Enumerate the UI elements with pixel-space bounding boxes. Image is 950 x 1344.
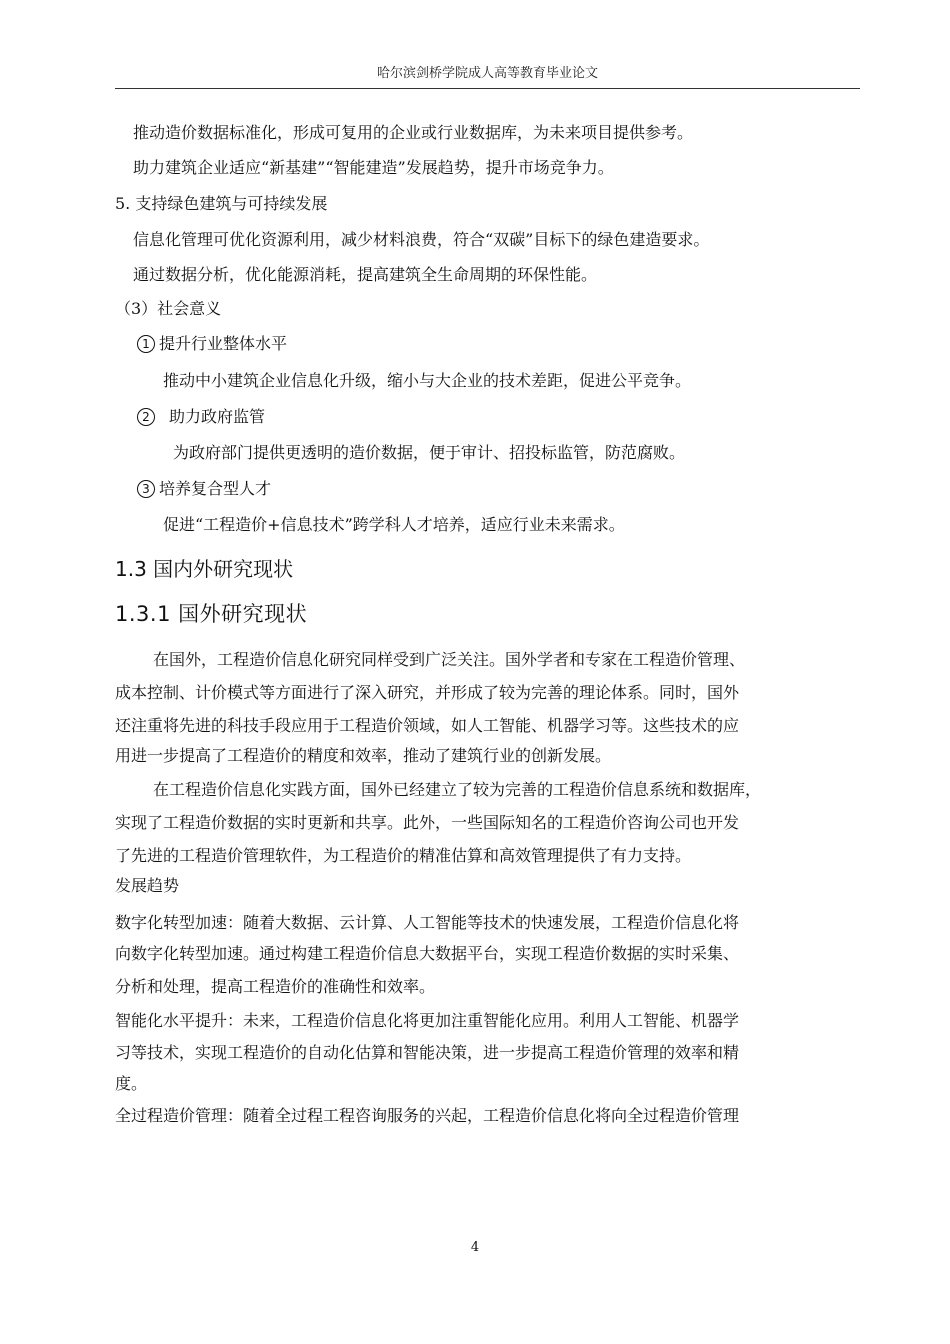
- paragraph-line: 实现了工程造价数据的实时更新和共享。此外，一些国际知名的工程造价咨询公司也开发: [115, 813, 740, 832]
- paragraph-line: 向数字化转型加速。通过构建工程造价信息大数据平台，实现工程造价数据的实时采集、: [115, 944, 740, 963]
- subsection-heading: 1.3.1 国外研究现状: [115, 602, 308, 626]
- text-line: 推动造价数据标准化，形成可复用的企业或行业数据库，为未来项目提供参考。: [133, 123, 694, 142]
- text-line: 促进“工程造价+信息技术”跨学科人才培养，适应行业未来需求。: [163, 515, 625, 534]
- section-label: （3）社会意义: [115, 299, 222, 318]
- paragraph-line: 智能化水平提升：未来，工程造价信息化将更加注重智能化应用。利用人工智能、机器学: [115, 1011, 740, 1030]
- paragraph-line: 分析和处理，提高工程造价的准确性和效率。: [115, 977, 436, 996]
- text-line: 信息化管理可优化资源利用，减少材料浪费，符合“双碳”目标下的绿色建造要求。: [133, 230, 710, 249]
- text-line: 推动中小建筑企业信息化升级，缩小与大企业的技术差距，促进公平竞争。: [163, 371, 692, 390]
- paragraph-line: 在国外，工程造价信息化研究同样受到广泛关注。国外学者和专家在工程造价管理、: [153, 650, 746, 669]
- text-line: 为政府部门提供更透明的造价数据，便于审计、招投标监管，防范腐败。: [173, 443, 686, 462]
- header-divider: [115, 88, 860, 89]
- section-heading: 1.3 国内外研究现状: [115, 557, 294, 581]
- list-item: [137, 333, 287, 355]
- page-number: 4: [470, 1240, 480, 1255]
- paragraph-line: 还注重将先进的科技手段应用于工程造价领域，如人工智能、机器学习等。这些技术的应: [115, 716, 740, 735]
- list-item-label: 培养复合型人才: [159, 479, 272, 498]
- circled-number: 1: [137, 335, 155, 353]
- paragraph-label: 发展趋势: [115, 876, 180, 895]
- paragraph-line: 在工程造价信息化实践方面，国外已经建立了较为完善的工程造价信息系统和数据库，: [153, 780, 762, 799]
- list-item: [137, 406, 265, 428]
- paragraph-line: 习等技术，实现工程造价的自动化估算和智能决策，进一步提高工程造价管理的效率和精: [115, 1043, 740, 1062]
- circled-number: 2: [137, 408, 155, 426]
- paragraph-line: 了先进的工程造价管理软件，为工程造价的精准估算和高效管理提供了有力支持。: [115, 846, 692, 865]
- paragraph-line: 数字化转型加速：随着大数据、云计算、人工智能等技术的快速发展，工程造价信息化将: [115, 913, 740, 932]
- paragraph-line: 全过程造价管理：随着全过程工程咨询服务的兴起，工程造价信息化将向全过程造价管理: [115, 1106, 740, 1125]
- text-line: 通过数据分析，优化能源消耗，提高建筑全生命周期的环保性能。: [133, 265, 598, 284]
- paragraph-line: 成本控制、计价模式等方面进行了深入研究，并形成了较为完善的理论体系。同时，国外: [115, 683, 740, 702]
- page-header: 哈尔滨剑桥学院成人高等教育毕业论文: [376, 66, 598, 81]
- list-heading: 5. 支持绿色建筑与可持续发展: [115, 194, 328, 213]
- paragraph-line: 用进一步提高了工程造价的精度和效率，推动了建筑行业的创新发展。: [115, 746, 612, 765]
- paragraph-line: 度。: [115, 1074, 148, 1093]
- list-item-label: 助力政府监管: [169, 407, 266, 426]
- list-item: [137, 478, 271, 500]
- list-item-label: 提升行业整体水平: [159, 334, 288, 353]
- text-line: 助力建筑企业适应“新基建”“智能建造”发展趋势，提升市场竞争力。: [133, 158, 614, 177]
- circled-number: 3: [137, 480, 155, 498]
